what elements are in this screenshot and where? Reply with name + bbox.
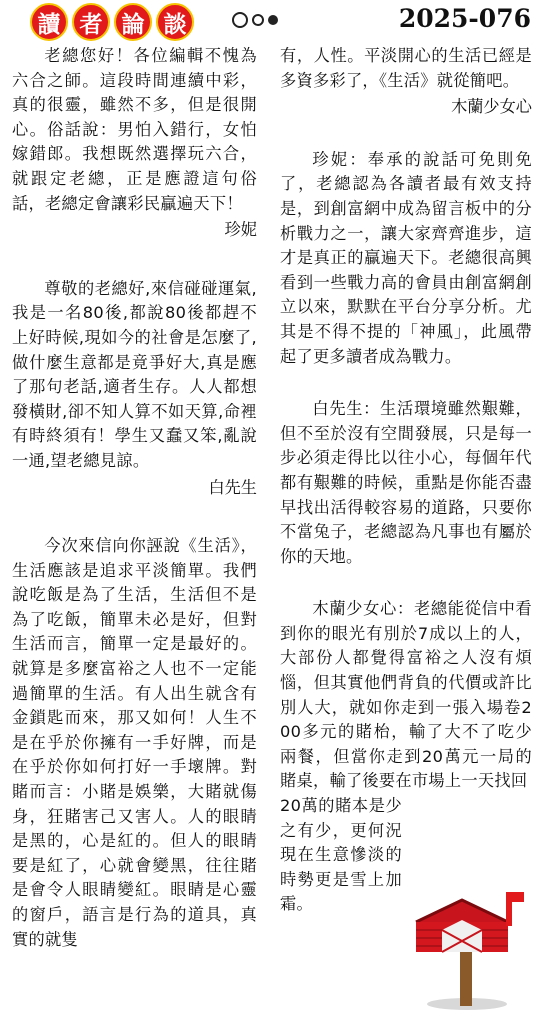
decorative-dots: [232, 12, 282, 28]
reply-janny: 珍妮：奉承的說話可免則免了，老總認為各讀者最有效支持是，到創富網中成為留言板中的分析戰力之一，讓大家齊齊進步，這才是真正的贏遍天下。老總很高興看到一些戰力高的會員由創富網創立以來，默默在平台分享分析。尤其是不得不提的「神風」，此風帶起了更多讀者成為戰力。: [280, 149, 532, 366]
reply-mr-bai: 白先生：生活環境雖然艱難，但不至於沒有空間發展，只是每一步必須走得比以往小心，每個年代都有艱難的時候，重點是你能否盡早找出活得較容易的道路，只要你不當兔子，老總認為凡事也有屬於你的天地。: [280, 399, 532, 566]
title-char: 讀: [30, 3, 68, 41]
reply-mulan-end: 20萬的賭本是少之有少，更何況現在生意慘淡的時勢更是雪上加霜。: [280, 796, 402, 914]
title-char: 論: [114, 3, 152, 41]
signature-janny: 珍妮: [224, 220, 257, 240]
header: [0, 0, 545, 40]
letter-mulan: 今次來信向你誣說《生活》，生活應該是追求平淡簡單。我們說吃飯是為了生活，生活但不是為了吃飯，簡單未必是好，但對生活而言，簡單一定是最好的。就算是多麼富裕之人也不一定能過簡單的生活。有人出生就含有金鎖匙而來，那又如何！人生不是在乎於你擁有一手好牌，而是在乎於你如何打好一手壞牌。對賭而言：小賭是娛樂，大賭就傷身，狂賭害己又害人。人的眼睛是黑的，心是紅的。但人的眼睛要是紅了，心就會變黑，往往賭是會令人眼睛變紅。眼睛是心靈的窗戶，語言是行為的道具，真實的就隻: [12, 536, 257, 949]
letter-mr-bai: 尊敬的老總好,來信碰碰運氣,我是一名80後,都說80後都趕不上好時候,現如今的社會是怎麼了,做什麼生意都是竟爭好大,真是應了那句老話,適者生存。人人都想發橫財,卻不知人算不如天算,命裡有時終須有！學生又蠢又笨,亂說一通,望老總見諒。: [12, 278, 257, 470]
circle-icon: [252, 14, 264, 26]
section-title: [30, 3, 198, 41]
letter-mulan-continued: 有，人性。平淡開心的生活已經是多資多彩了，《生活》就從簡吧。: [280, 46, 532, 90]
signature-mr-bai: 白先生: [208, 477, 257, 497]
title-char: 者: [72, 3, 110, 41]
letter-janny: 老總您好！各位編輯不愧為六合之師。這段時間連續中彩，真的很靈，雖然不多，但是很開心。俗話說：男怕入錯行，女怕嫁錯郎。我想既然選擇玩六合，就跟定老總，正是應證這句俗話，老總定會讓彩民贏遍天下！: [12, 46, 257, 213]
right-column: [280, 44, 532, 917]
dot-icon: [268, 15, 278, 25]
circle-icon: [232, 12, 248, 28]
left-column: [12, 44, 257, 952]
issue-number: 2025-076: [398, 4, 531, 33]
reply-mulan: 木蘭少女心：老總能從信中看到你的眼光有別於7成以上的人，大部份人都覺得富裕之人沒有煩惱，但其實他們背負的代價或許比別人大，就如你走到一張入場卷200多元的賭枱，輸了大不了吃少兩餐，但當你走到20萬元一局的賭桌，輸了後要在市場上一天找回: [280, 599, 532, 791]
title-char: 談: [156, 3, 194, 41]
signature-mulan: 木蘭少女心: [451, 97, 532, 117]
mailbox-icon: [402, 882, 532, 1012]
